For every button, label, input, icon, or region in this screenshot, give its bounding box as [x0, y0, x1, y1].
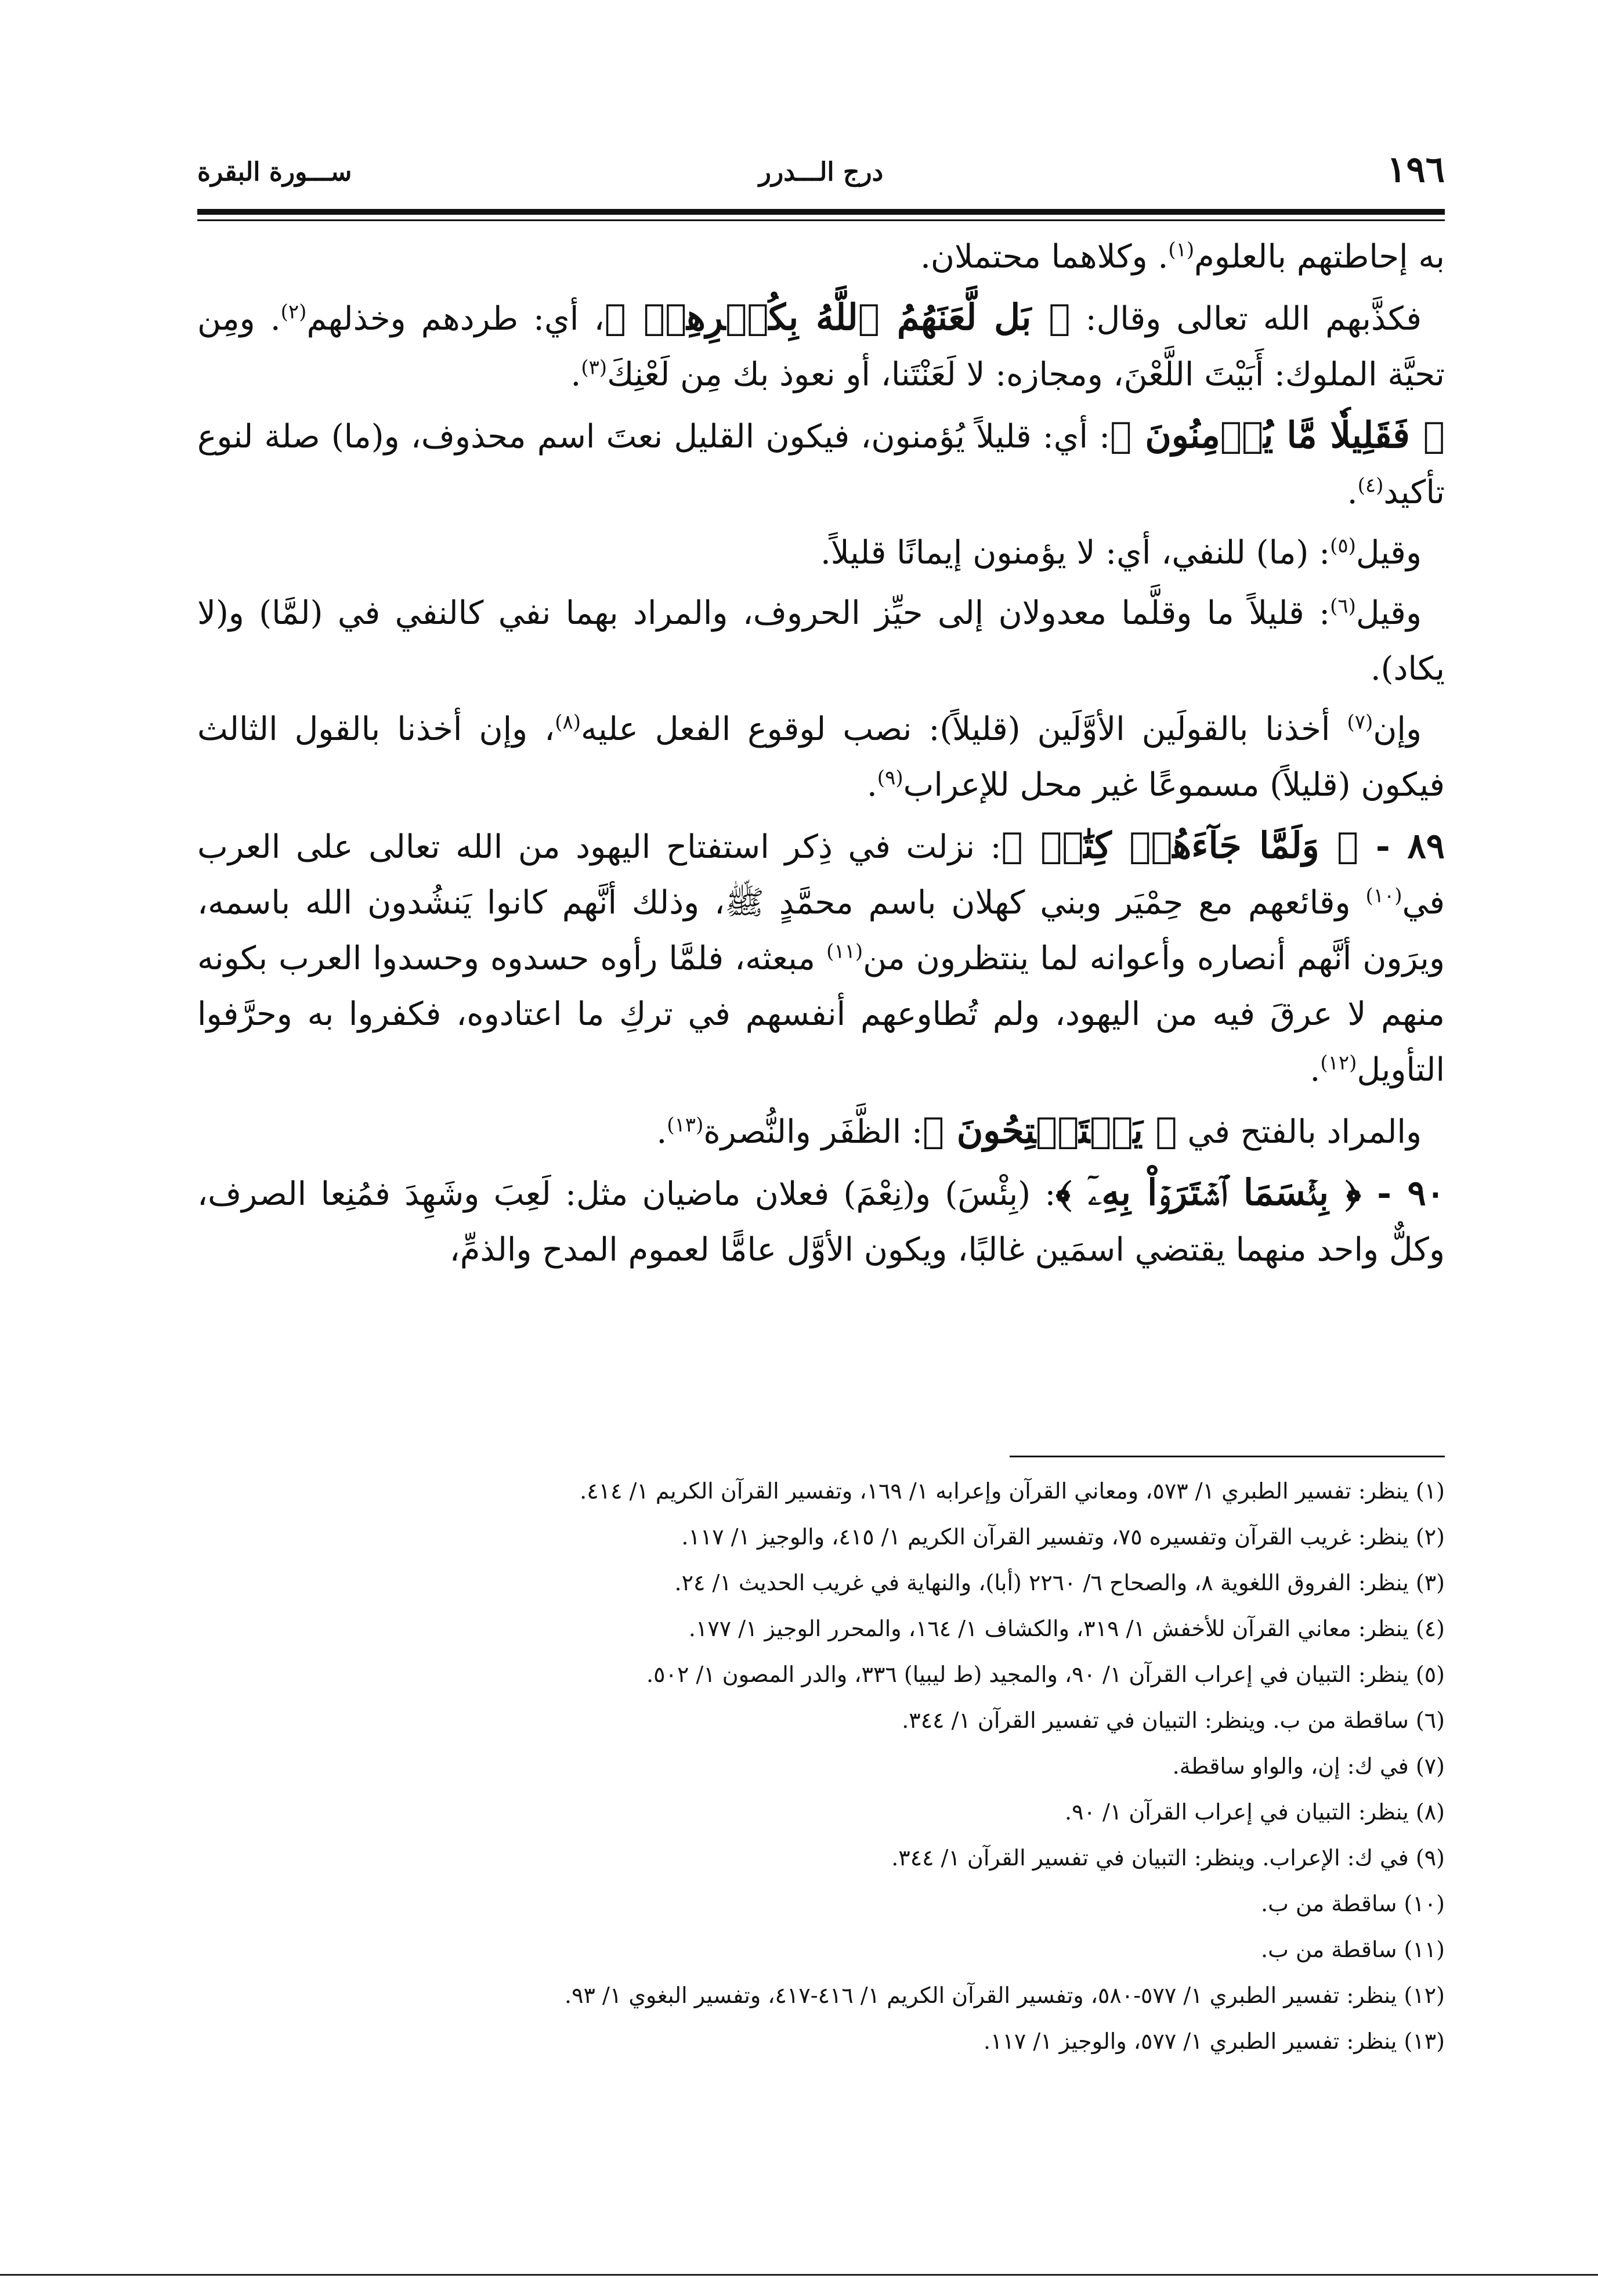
paragraph	[197, 290, 1445, 403]
quran-verse: ﴿ فَقَلِيلٗا مَّا يُؤۡمِنُونَ ﴾	[1110, 414, 1445, 456]
text-run: وقيل	[1355, 534, 1422, 572]
book-title: درج الـــدرر	[758, 157, 884, 187]
footnote-ref[interactable]: (٩)	[877, 766, 903, 790]
footnote: (٥) ينظر: التبيان في إعراب القرآن ١/ ٩٠، والمجيد (ط ليبيا) ٣٣٦، والدر المصون ١/ ٥٠٢.	[646, 1662, 1445, 1687]
text-run: .	[570, 356, 581, 394]
paragraph	[197, 702, 1445, 813]
quran-verse: ﴿ بِئۡسَمَا ٱشۡتَرَوۡاْ بِهِۦٓ ﴾	[1055, 1171, 1361, 1214]
paragraph	[197, 818, 1445, 1098]
text-run: وإن	[1373, 710, 1422, 748]
surah-name: ســـورة البقرة	[197, 157, 352, 187]
quran-verse: ﴿ يَسۡتَفۡتِحُونَ ﴾	[922, 1109, 1177, 1151]
text-run: .	[1310, 1051, 1321, 1089]
footnote: (١) ينظر: تفسير الطبري ١/ ٥٧٣، ومعاني القرآن وإعرابه ١/ ١٦٩، وتفسير القرآن الكريم ١/ ٤١٤.	[580, 1478, 1445, 1504]
footnote-separator	[1010, 1456, 1445, 1457]
footnote-ref[interactable]: (١٢)	[1320, 1051, 1357, 1075]
footnote: (٣) ينظر: الفروق اللغوية ٨، والصحاح ٦/ ٢٢٦٠ (أبا)، والنهاية في غريب الحديث ١/ ٢٤.	[674, 1570, 1445, 1595]
scan-edge-line	[0, 2274, 1598, 2276]
text-run: : (بِئْسَ) و(نِعْمَ) فعلان ماضيان مثل: لَعِبَ وشَهِدَ فمُنِعا الصرف، وكلٌّ واحد منهما يقتضي اسمَين غالبًا، ويكون الأوَّل عامًّا لعموم المدح والذمِّ،	[197, 1175, 1445, 1269]
paragraph	[197, 586, 1445, 697]
text-run: : قليلاً ما وقلَّما معدولان إلى حيِّز الحروف، والمراد بهما نفي كالنفي في (لمَّا) و(لا يكاد).	[197, 594, 1445, 688]
footnote-ref[interactable]: (١٠)	[1365, 884, 1402, 908]
page-number: ١٩٦	[1387, 148, 1445, 190]
text-run: : (ما) للنفي، أي: لا يؤمنون إيمانًا قليلاً.	[820, 534, 1331, 572]
footnote-ref[interactable]: (١)	[1168, 238, 1195, 262]
footnote: (٦) ساقطة من ب. وينظر: التبيان في تفسير القرآن ١/ ٣٤٤.	[902, 1707, 1445, 1733]
paragraph	[197, 1103, 1445, 1160]
verse-number: ٨٩ -	[1358, 826, 1445, 867]
text-run: .	[656, 1113, 667, 1151]
text-run: به إحاطتهم بالعلوم	[1194, 238, 1445, 276]
text-run: .	[1347, 474, 1358, 511]
footnote-ref[interactable]: (١٣)	[667, 1113, 704, 1137]
text-run: . وكلاهما محتملان.	[920, 238, 1169, 276]
footnote-ref[interactable]: (٥)	[1330, 534, 1356, 558]
text-run: : نزلت في ذِكر استفتاح اليهود من الله تعالى على العرب في	[197, 828, 1445, 922]
footnote: (٢) ينظر: غريب القرآن وتفسيره ٧٥، وتفسير القرآن الكريم ١/ ٤١٥، والوجيز ١/ ١١٧.	[681, 1524, 1445, 1550]
verse-number: ٩٠ -	[1361, 1173, 1445, 1214]
text-run: وقيل	[1355, 594, 1422, 632]
text-run: : أي: قليلاً يُؤمنون، فيكون القليل نعتَ اسم محذوف، و(ما) صلة لنوع تأكيد	[197, 418, 1445, 511]
text-run: : الظَّفَر والنُّصرة	[703, 1113, 923, 1151]
running-header	[197, 148, 1445, 206]
footnote: (٤) ينظر: معاني القرآن للأخفش ١/ ٣١٩، والكشاف ١/ ١٦٤، والمحرر الوجيز ١/ ١٧٧.	[688, 1616, 1445, 1641]
footnote: (٩) في ك: الإعراب. وينظر: التبيان في تفسير القرآن ١/ ٣٤٤.	[891, 1845, 1445, 1871]
footnote: (١٠) ساقطة من ب.	[1261, 1891, 1445, 1916]
quran-verse: ﴿ وَلَمَّا جَآءَهُمۡ كِتَٰبٞ ﴾	[1001, 824, 1359, 867]
footnotes	[197, 1468, 1445, 2064]
text-run: أخذنا بالقولَين الأوَّلَين (قليلاً): نصب لوقوع الفعل عليه	[581, 710, 1347, 748]
text-run: والمراد بالفتح في	[1177, 1113, 1422, 1151]
footnote: (٨) ينظر: التبيان في إعراب القرآن ١/ ٩٠.	[1065, 1799, 1445, 1825]
footnote: (١١) ساقطة من ب.	[1261, 1937, 1445, 1962]
footnote: (١٢) ينظر: تفسير الطبري ١/ ٥٧٧-٥٨٠، وتفسير القرآن الكريم ١/ ٤١٦-٤١٧، وتفسير البغوي ١/ ٩٣.	[565, 1983, 1445, 2008]
text-run: وقائعهم مع حِمْيَر وبني كهلان باسم محمَّدٍ ﷺ، وذلك أنَّهم كانوا يَنشُدون الله باسمه، ويرَون أنَّهم أنصاره وأعوانه لما ينتظرون من	[197, 884, 1445, 977]
footnote-ref[interactable]: (١١)	[826, 940, 863, 963]
paragraph	[197, 229, 1445, 285]
paragraph	[197, 407, 1445, 521]
text-run: ، وإن أخذنا بالقول الثالث فيكون (قليلاً) مسموعًا غير محل للإعراب	[197, 710, 1445, 804]
footnote: (١٣) ينظر: تفسير الطبري ١/ ٥٧٧، والوجيز ١/ ١١٧.	[983, 2028, 1445, 2054]
header-rule-thin	[197, 219, 1445, 221]
footnote-ref[interactable]: (٦)	[1330, 594, 1356, 618]
paragraph	[197, 525, 1445, 581]
main-text	[197, 229, 1445, 1283]
footnote-ref[interactable]: (٢)	[280, 300, 307, 324]
footnote-ref[interactable]: (٤)	[1357, 474, 1384, 497]
text-run: مبعثه، فلمَّا رأوه حسدوه وحسدوا العرب بكونه منهم لا عرقَ فيه من اليهود، ولم تُطاوعهم أنفسهم في تركِ ما اعتادوه، فكفروا به وحرَّفوا التأويل	[197, 940, 1445, 1089]
text-run: فكذَّبهم الله تعالى وقال:	[1070, 300, 1422, 338]
footnote-ref[interactable]: (٣)	[581, 356, 608, 380]
footnote-ref[interactable]: (٧)	[1347, 710, 1373, 734]
quran-verse: ﴿ بَل لَّعَنَهُمُ ٱللَّهُ بِكُفۡرِهِمۡ ﴾	[604, 296, 1071, 338]
text-run: ، أي: طردهم وخذلهم	[306, 300, 605, 338]
paragraph	[197, 1165, 1445, 1278]
header-rule-thick	[197, 209, 1445, 215]
footnote-ref[interactable]: (٨)	[555, 710, 581, 734]
text-run: . ومِن تحيَّة الملوك: أَبَيْتَ اللَّعْنَ، ومجازه: لا لَعَنْتَنا، أو نعوذ بك مِن لَعْنِكَ	[197, 300, 1445, 394]
footnote: (٧) في ك: إن، والواو ساقطة.	[1172, 1753, 1445, 1779]
text-run: .	[866, 766, 877, 804]
